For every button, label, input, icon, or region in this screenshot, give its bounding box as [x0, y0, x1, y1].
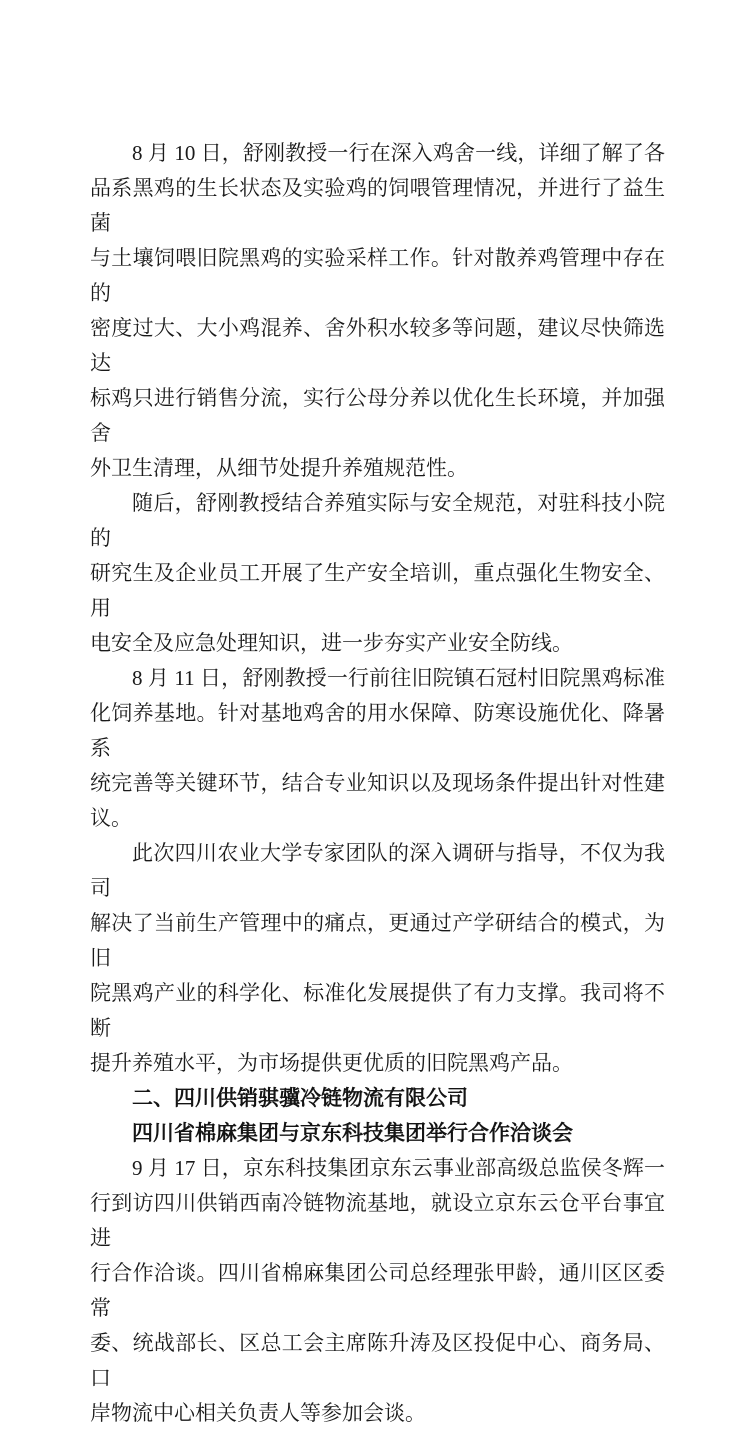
paragraph-aug10-visit — [90, 136, 665, 486]
text-line: 9 月 17 日，京东科技集团京东云事业部高级总监侯冬辉一 — [132, 1156, 665, 1180]
text-line: 提升养殖水平，为市场提供更优质的旧院黑鸡产品。 — [90, 1051, 573, 1075]
text-line: 外卫生清理，从细节处提升养殖规范性。 — [90, 456, 468, 480]
paragraph-sep17-meeting — [90, 1151, 665, 1431]
text-line: 密度过大、大小鸡混养、舍外积水较多等问题，建议尽快筛选达 — [90, 316, 665, 375]
text-line: 研究生及企业员工开展了生产安全培训，重点强化生物安全、用 — [90, 561, 665, 620]
text-line: 此次四川农业大学专家团队的深入调研与指导，不仅为我司 — [90, 841, 665, 900]
subsection-heading: 四川省棉麻集团与京东科技集团举行合作洽谈会 — [132, 1121, 573, 1145]
text-line: 院黑鸡产业的科学化、标准化发展提供了有力支撑。我司将不断 — [90, 981, 665, 1040]
text-line: 岸物流中心相关负责人等参加会谈。 — [90, 1401, 426, 1425]
text-line: 电安全及应急处理知识，进一步夯实产业安全防线。 — [90, 631, 573, 655]
text-line: 化饲养基地。针对基地鸡舍的用水保障、防寒设施优化、降暑系 — [90, 701, 665, 760]
paragraph-safety-training — [90, 486, 665, 661]
document-content — [90, 136, 665, 1431]
text-line: 随后，舒刚教授结合养殖实际与安全规范，对驻科技小院的 — [90, 491, 665, 550]
section-heading-company-2 — [90, 1081, 665, 1116]
text-line: 与土壤饲喂旧院黑鸡的实验采样工作。针对散养鸡管理中存在的 — [90, 246, 665, 305]
text-line: 行到访四川供销西南冷链物流基地，就设立京东云仓平台事宜进 — [90, 1191, 665, 1250]
text-line: 标鸡只进行销售分流，实行公母分养以优化生长环境，并加强舍 — [90, 386, 665, 445]
text-line: 解决了当前生产管理中的痛点，更通过产学研结合的模式，为旧 — [90, 911, 665, 970]
text-line: 8 月 11 日，舒刚教授一行前往旧院镇石冠村旧院黑鸡标准 — [132, 666, 665, 690]
text-line: 品系黑鸡的生长状态及实验鸡的饲喂管理情况，并进行了益生菌 — [90, 176, 665, 235]
text-line: 8 月 10 日，舒刚教授一行在深入鸡舍一线，详细了解了各 — [132, 141, 665, 165]
subsection-heading-jd-meeting — [90, 1116, 665, 1151]
paragraph-summary — [90, 836, 665, 1081]
paragraph-aug11-visit — [90, 661, 665, 836]
text-line: 统完善等关键环节，结合专业知识以及现场条件提出针对性建议。 — [90, 771, 665, 830]
text-line: 行合作洽谈。四川省棉麻集团公司总经理张甲龄，通川区区委常 — [90, 1261, 665, 1320]
section-heading: 二、四川供销骐骥冷链物流有限公司 — [132, 1087, 468, 1110]
text-line: 委、统战部长、区总工会主席陈升涛及区投促中心、商务局、口 — [90, 1331, 665, 1390]
